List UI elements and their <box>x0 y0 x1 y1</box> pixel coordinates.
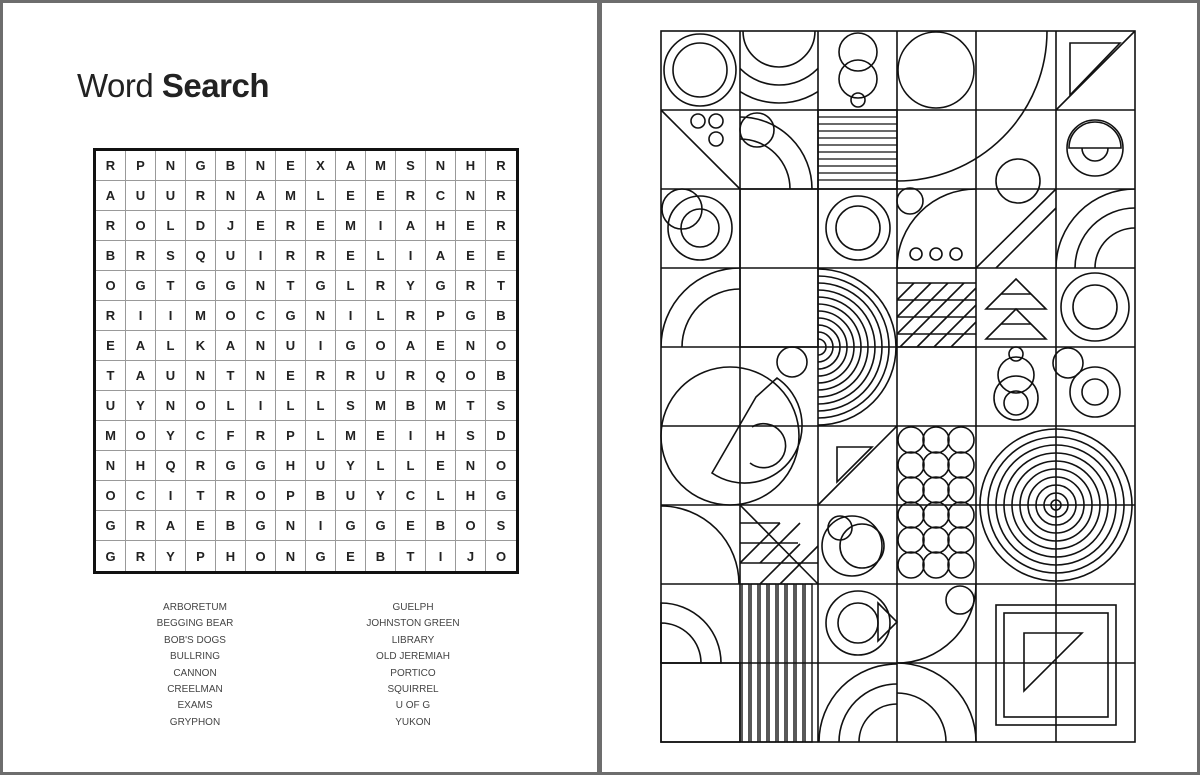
word-list-item: SQUIRREL <box>387 683 439 695</box>
grid-letter: U <box>156 361 186 391</box>
grid-letter: R <box>96 211 126 241</box>
grid-letter: E <box>426 451 456 481</box>
grid-letter: E <box>426 331 456 361</box>
grid-letter: L <box>366 451 396 481</box>
grid-letter: I <box>336 301 366 331</box>
grid-letter: Y <box>396 271 426 301</box>
geometric-coloring-art <box>602 3 1197 772</box>
grid-letter: J <box>456 541 486 571</box>
grid-letter: N <box>246 361 276 391</box>
grid-letter: E <box>96 331 126 361</box>
grid-letter: O <box>366 331 396 361</box>
grid-letter: Y <box>156 421 186 451</box>
grid-letter: S <box>396 151 426 181</box>
left-page <box>3 3 597 772</box>
grid-letter: T <box>156 271 186 301</box>
grid-letter: H <box>426 211 456 241</box>
grid-letter: L <box>366 241 396 271</box>
grid-letter: N <box>306 301 336 331</box>
grid-letter: A <box>396 331 426 361</box>
grid-letter: G <box>486 481 516 511</box>
grid-letter: A <box>336 151 366 181</box>
grid-letter: S <box>456 421 486 451</box>
grid-letter: T <box>456 391 486 421</box>
grid-letter: R <box>306 241 336 271</box>
grid-letter: R <box>486 211 516 241</box>
word-list-item: GUELPH <box>392 602 434 613</box>
grid-letter: L <box>216 391 246 421</box>
grid-letter: P <box>186 541 216 571</box>
grid-letter: B <box>306 481 336 511</box>
grid-letter: R <box>486 151 516 181</box>
grid-letter: C <box>126 481 156 511</box>
grid-letter: A <box>396 211 426 241</box>
grid-letter: D <box>486 421 516 451</box>
grid-letter: H <box>216 541 246 571</box>
grid-letter: F <box>216 421 246 451</box>
grid-letter: N <box>276 541 306 571</box>
grid-letter: M <box>366 391 396 421</box>
grid-letter: G <box>96 541 126 571</box>
grid-letter: I <box>246 241 276 271</box>
grid-letter: U <box>216 241 246 271</box>
grid-letter: O <box>186 391 216 421</box>
grid-letter: L <box>276 391 306 421</box>
grid-letter: N <box>426 151 456 181</box>
grid-letter: R <box>396 301 426 331</box>
grid-letter: G <box>96 511 126 541</box>
grid-letter: E <box>306 211 336 241</box>
grid-letter: I <box>426 541 456 571</box>
grid-letter: P <box>426 301 456 331</box>
grid-letter: U <box>156 181 186 211</box>
grid-letter: S <box>486 391 516 421</box>
grid-letter: R <box>246 421 276 451</box>
grid-letter: B <box>96 241 126 271</box>
grid-letter: R <box>276 211 306 241</box>
grid-letter: H <box>276 451 306 481</box>
grid-letter: I <box>306 511 336 541</box>
grid-letter: O <box>246 481 276 511</box>
grid-letter: G <box>276 301 306 331</box>
grid-letter: M <box>276 181 306 211</box>
grid-letter: N <box>246 151 276 181</box>
grid-letter: G <box>186 271 216 301</box>
grid-letter: R <box>306 361 336 391</box>
grid-letter: P <box>126 151 156 181</box>
grid-letter: L <box>306 421 336 451</box>
grid-letter: C <box>186 421 216 451</box>
word-list-item: PORTICO <box>390 667 436 679</box>
grid-letter: N <box>156 391 186 421</box>
grid-letter: E <box>336 241 366 271</box>
grid-letter: B <box>486 361 516 391</box>
grid-letter: U <box>276 331 306 361</box>
grid-letter: I <box>156 301 186 331</box>
grid-letter: E <box>276 151 306 181</box>
grid-letter: O <box>126 421 156 451</box>
grid-letter: O <box>456 361 486 391</box>
word-list-item: LIBRARY <box>391 634 435 646</box>
grid-letter: O <box>486 451 516 481</box>
grid-letter: U <box>126 181 156 211</box>
grid-letter: B <box>486 301 516 331</box>
word-list-item: BOB'S DOGS <box>164 634 226 646</box>
grid-letter: U <box>306 451 336 481</box>
grid-letter: G <box>456 301 486 331</box>
grid-letter: T <box>216 361 246 391</box>
grid-letter: H <box>456 151 486 181</box>
grid-letter: L <box>426 481 456 511</box>
grid-letter: R <box>96 151 126 181</box>
grid-letter: G <box>216 271 246 301</box>
grid-letter: O <box>495 548 507 564</box>
word-list-column-1 <box>95 600 295 731</box>
grid-letter: S <box>156 241 186 271</box>
right-page <box>602 3 1197 772</box>
grid-letter: N <box>96 451 126 481</box>
grid-letter: E <box>366 181 396 211</box>
title-regular: Word <box>77 67 154 104</box>
grid-letter: Y <box>126 391 156 421</box>
word-list-item: EXAMS <box>177 700 213 712</box>
grid-letter: E <box>456 241 486 271</box>
grid-letter: G <box>306 271 336 301</box>
grid-letter: G <box>426 271 456 301</box>
grid-letter: M <box>186 301 216 331</box>
word-list-column-2 <box>313 600 513 731</box>
grid-letter: N <box>276 511 306 541</box>
grid-letter: B <box>216 511 246 541</box>
grid-letter: O <box>96 271 126 301</box>
grid-letter: O <box>486 331 516 361</box>
word-list-item: U OF G <box>395 700 431 712</box>
grid-letter: G <box>246 451 276 481</box>
grid-letter: B <box>396 391 426 421</box>
grid-letter: T <box>276 271 306 301</box>
grid-letter: E <box>186 511 216 541</box>
grid-letter: L <box>306 391 336 421</box>
grid-letter: A <box>126 361 156 391</box>
grid-letter: J <box>216 211 246 241</box>
grid-letter: I <box>366 211 396 241</box>
grid-letter: M <box>96 421 126 451</box>
grid-letter: A <box>216 331 246 361</box>
grid-letter: G <box>336 511 366 541</box>
grid-letter: A <box>126 331 156 361</box>
grid-letter: Q <box>186 241 216 271</box>
grid-letter: E <box>336 181 366 211</box>
word-list-item: BULLRING <box>169 651 220 663</box>
grid-letter: G <box>306 541 336 571</box>
word-list-item: YUKON <box>395 716 431 728</box>
grid-letter: C <box>246 301 276 331</box>
grid-letter: L <box>366 301 396 331</box>
grid-letter: E <box>456 211 486 241</box>
grid-letter: O <box>456 511 486 541</box>
grid-letter: A <box>426 241 456 271</box>
grid-letter: B <box>366 541 396 571</box>
grid-letter: U <box>336 481 366 511</box>
grid-letter: L <box>156 211 186 241</box>
grid-letter: I <box>246 391 276 421</box>
grid-letter: C <box>426 181 456 211</box>
grid-letter: T <box>486 271 516 301</box>
grid-letter: U <box>96 391 126 421</box>
grid-letter: E <box>276 361 306 391</box>
grid-letter: H <box>426 421 456 451</box>
grid-letter: U <box>366 361 396 391</box>
grid-letter: R <box>396 361 426 391</box>
grid-letter: N <box>456 451 486 481</box>
grid-letter: A <box>96 181 126 211</box>
grid-letter: M <box>366 151 396 181</box>
grid-letter: G <box>216 451 246 481</box>
grid-letter: I <box>126 301 156 331</box>
grid-letter: R <box>96 301 126 331</box>
grid-letter: C <box>396 481 426 511</box>
grid-letter: Y <box>336 451 366 481</box>
grid-letter: Q <box>426 361 456 391</box>
grid-letter: R <box>126 541 156 571</box>
grid-letter: H <box>456 481 486 511</box>
title-bold: Search <box>161 67 269 104</box>
page-title <box>77 67 269 105</box>
grid-letter: R <box>186 181 216 211</box>
word-list-item: OLD JEREMIAH <box>376 651 450 663</box>
grid-letter: T <box>96 361 126 391</box>
grid-letter: E <box>336 541 366 571</box>
grid-letter: R <box>186 451 216 481</box>
word-list-item: ARBORETUM <box>163 602 227 613</box>
grid-letter: S <box>486 511 516 541</box>
grid-letter: L <box>156 331 186 361</box>
grid-letter: H <box>126 451 156 481</box>
grid-letter: E <box>246 211 276 241</box>
grid-letter: S <box>336 391 366 421</box>
grid-letter: N <box>216 181 246 211</box>
grid-letter: Q <box>156 451 186 481</box>
grid-letter: B <box>426 511 456 541</box>
grid-letter: R <box>126 241 156 271</box>
grid-letter: G <box>246 511 276 541</box>
grid-letter: T <box>186 481 216 511</box>
grid-letter: M <box>336 421 366 451</box>
grid-letter: M <box>336 211 366 241</box>
grid-letter: Y <box>366 481 396 511</box>
grid-letter: R <box>396 181 426 211</box>
grid-letter: X <box>306 151 336 181</box>
grid-letter: N <box>156 151 186 181</box>
word-list-item: CANNON <box>173 667 217 679</box>
grid-letter: M <box>426 391 456 421</box>
grid-letter: E <box>366 421 396 451</box>
grid-letter: D <box>186 211 216 241</box>
grid-letter: R <box>336 361 366 391</box>
grid-letter: N <box>456 331 486 361</box>
grid-letter: L <box>336 271 366 301</box>
grid-letter: I <box>396 241 426 271</box>
grid-letter: E <box>396 511 426 541</box>
grid-letter: K <box>186 331 216 361</box>
grid-letter: E <box>486 241 516 271</box>
word-list-item: BEGGING BEAR <box>156 618 234 630</box>
word-list-item: JOHNSTON GREEN <box>366 618 460 630</box>
grid-letter: L <box>396 451 426 481</box>
grid-letter: N <box>456 181 486 211</box>
grid-letter: N <box>246 271 276 301</box>
word-search-grid <box>93 148 519 574</box>
grid-letter: G <box>366 511 396 541</box>
grid-letter: A <box>246 181 276 211</box>
grid-letter: P <box>276 421 306 451</box>
grid-letter: I <box>306 331 336 361</box>
grid-letter: N <box>186 361 216 391</box>
grid-letter: Y <box>156 541 186 571</box>
grid-letter: O <box>96 481 126 511</box>
grid-letter: O <box>246 541 276 571</box>
grid-letter: I <box>396 421 426 451</box>
word-list-item: CREELMAN <box>167 683 223 695</box>
grid-letter: R <box>486 181 516 211</box>
grid-letter: I <box>156 481 186 511</box>
grid-letter: G <box>126 271 156 301</box>
grid-letter: R <box>456 271 486 301</box>
grid-letter: R <box>366 271 396 301</box>
grid-letter: A <box>156 511 186 541</box>
grid-letter: G <box>336 331 366 361</box>
word-list-item: GRYPHON <box>169 716 221 728</box>
grid-letter: T <box>396 541 426 571</box>
grid-letter: L <box>306 181 336 211</box>
grid-letter: B <box>216 151 246 181</box>
grid-letter: P <box>276 481 306 511</box>
grid-letter: R <box>276 241 306 271</box>
grid-letter: R <box>126 511 156 541</box>
grid-letter: N <box>246 331 276 361</box>
grid-letter: O <box>216 301 246 331</box>
grid-letter: O <box>126 211 156 241</box>
grid-letter: G <box>186 151 216 181</box>
grid-letter: R <box>216 481 246 511</box>
